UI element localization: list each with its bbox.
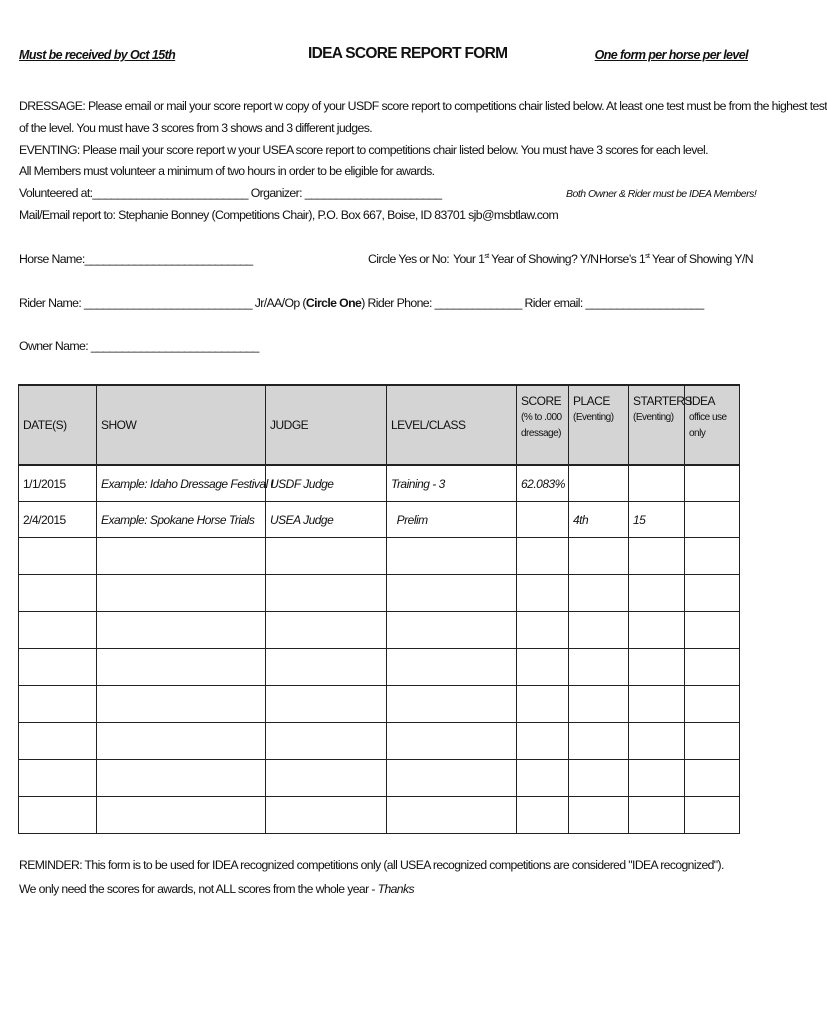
header-starters: STARTERS (Eventing)	[629, 385, 685, 465]
cell-level[interactable]	[387, 575, 517, 612]
table-row	[19, 465, 740, 502]
cell-score[interactable]	[517, 797, 569, 834]
one-form-note: One form per horse per level	[594, 48, 748, 62]
eventing-instructions: EVENTING: Please mail your score report w your USEA score report to competitions chair listed below. You must have 3 scores for each level.	[19, 143, 708, 157]
cell-date[interactable]: 2/4/2015	[19, 502, 97, 538]
table-row	[19, 686, 740, 723]
cell-score[interactable]	[517, 538, 569, 575]
cell-idea[interactable]	[685, 502, 740, 538]
mail-to-address: Mail/Email report to: Stephanie Bonney (Competitions Chair), P.O. Box 667, Boise, ID 83701 sjb@msbtlaw.com	[19, 208, 559, 222]
cell-judge[interactable]	[266, 575, 387, 612]
horse-first-year-question[interactable]: Horse’s 1st Year of Showing Y/N	[599, 252, 753, 266]
dressage-instructions-line1: DRESSAGE: Please email or mail your score report w copy of your USDF score report to competitions chair listed below. At least one test must be from the highest test	[19, 99, 827, 113]
deadline-note: Must be received by Oct 15th	[19, 48, 176, 62]
cell-place[interactable]	[569, 686, 629, 723]
table-header-row	[19, 385, 740, 465]
cell-starters[interactable]	[629, 538, 685, 575]
cell-starters[interactable]: 15	[629, 502, 685, 538]
cell-place[interactable]	[569, 723, 629, 760]
cell-level[interactable]	[387, 760, 517, 797]
table-row	[19, 538, 740, 575]
header-place: PLACE (Eventing)	[569, 385, 629, 465]
cell-show[interactable]	[97, 538, 266, 575]
cell-idea[interactable]	[685, 538, 740, 575]
cell-starters[interactable]	[629, 575, 685, 612]
cell-judge[interactable]	[266, 723, 387, 760]
cell-starters[interactable]	[629, 686, 685, 723]
cell-score[interactable]	[517, 502, 569, 538]
cell-idea[interactable]	[685, 686, 740, 723]
cell-starters[interactable]	[629, 465, 685, 502]
header-judge: JUDGE	[266, 385, 387, 465]
reminder-note: REMINDER: This form is to be used for IDEA recognized competitions only (all USEA recognized competitions are considered "IDEA recognized"). We only need the scores for awards, not ALL scores from the whole year - Thanks	[19, 858, 724, 896]
table-row	[19, 797, 740, 834]
cell-date[interactable]: 1/1/2015	[19, 465, 97, 502]
cell-place[interactable]	[569, 649, 629, 686]
cell-level[interactable]	[387, 723, 517, 760]
volunteer-requirement: All Members must volunteer a minimum of two hours in order to be eligible for awards.	[19, 164, 435, 178]
cell-show[interactable]	[97, 686, 266, 723]
cell-judge[interactable]	[266, 797, 387, 834]
cell-judge[interactable]	[266, 649, 387, 686]
cell-level[interactable]	[387, 538, 517, 575]
cell-score[interactable]	[517, 760, 569, 797]
cell-judge[interactable]	[266, 686, 387, 723]
cell-idea[interactable]	[685, 465, 740, 502]
cell-starters[interactable]	[629, 723, 685, 760]
cell-score[interactable]: 62.083%	[517, 465, 569, 502]
cell-level[interactable]: Prelim	[387, 502, 517, 538]
cell-idea[interactable]	[685, 649, 740, 686]
rider-info-line[interactable]: Rider Name: ___________________________ Jr/AA/Op (Circle One) Rider Phone: ______________ Rider email: ___________________	[19, 296, 704, 310]
cell-show[interactable]	[97, 797, 266, 834]
cell-show[interactable]	[97, 723, 266, 760]
cell-place[interactable]: 4th	[569, 502, 629, 538]
cell-score[interactable]	[517, 723, 569, 760]
table-row	[19, 760, 740, 797]
cell-level[interactable]	[387, 612, 517, 649]
dressage-instructions-line2: of the level. You must have 3 scores from 3 shows and 3 different judges.	[19, 121, 373, 135]
cell-level[interactable]: Training - 3	[387, 465, 517, 502]
table-row	[19, 649, 740, 686]
cell-date[interactable]	[19, 686, 97, 723]
cell-place[interactable]	[569, 575, 629, 612]
owner-name-field[interactable]: Owner Name: ___________________________	[19, 339, 259, 353]
cell-idea[interactable]	[685, 612, 740, 649]
cell-date[interactable]	[19, 797, 97, 834]
cell-show[interactable]	[97, 649, 266, 686]
cell-date[interactable]	[19, 723, 97, 760]
cell-score[interactable]	[517, 575, 569, 612]
rider-first-year-question[interactable]: Your 1st Year of Showing? Y/N	[453, 252, 599, 266]
horse-name-field[interactable]: Horse Name:___________________________	[19, 252, 253, 266]
cell-idea[interactable]	[685, 797, 740, 834]
table-row	[19, 612, 740, 649]
membership-note: Both Owner & Rider must be IDEA Members!	[566, 188, 757, 200]
cell-show[interactable]	[97, 760, 266, 797]
cell-level[interactable]	[387, 797, 517, 834]
cell-show[interactable]	[97, 612, 266, 649]
cell-level[interactable]	[387, 686, 517, 723]
cell-idea[interactable]	[685, 723, 740, 760]
cell-judge[interactable]: USDF Judge	[266, 465, 387, 502]
volunteered-at-field[interactable]: Volunteered at:_________________________ Organizer: ______________________	[19, 186, 442, 200]
cell-judge[interactable]	[266, 612, 387, 649]
cell-place[interactable]	[569, 797, 629, 834]
cell-date[interactable]	[19, 612, 97, 649]
cell-place[interactable]	[569, 465, 629, 502]
cell-date[interactable]	[19, 575, 97, 612]
cell-starters[interactable]	[629, 649, 685, 686]
cell-date[interactable]	[19, 649, 97, 686]
form-title: IDEA SCORE REPORT FORM	[308, 45, 508, 62]
circle-prompt: Circle Yes or No:	[368, 252, 450, 266]
header-idea: IDEA office use only	[685, 385, 740, 465]
cell-judge[interactable]: USEA Judge	[266, 502, 387, 538]
cell-show[interactable]: Example: Spokane Horse Trials	[97, 502, 266, 538]
cell-score[interactable]	[517, 686, 569, 723]
cell-judge[interactable]	[266, 538, 387, 575]
cell-show[interactable]	[97, 575, 266, 612]
cell-score[interactable]	[517, 612, 569, 649]
cell-place[interactable]	[569, 612, 629, 649]
cell-idea[interactable]	[685, 760, 740, 797]
cell-show[interactable]: Example: Idaho Dressage Festival I	[97, 465, 266, 502]
cell-place[interactable]	[569, 538, 629, 575]
table-row	[19, 502, 740, 538]
header-show: SHOW	[97, 385, 266, 465]
header-date: DATE(S)	[19, 385, 97, 465]
cell-starters[interactable]	[629, 760, 685, 797]
cell-starters[interactable]	[629, 797, 685, 834]
cell-place[interactable]	[569, 760, 629, 797]
table-row	[19, 723, 740, 760]
score-table	[18, 384, 740, 834]
cell-judge[interactable]	[266, 760, 387, 797]
header-level: LEVEL/CLASS	[387, 385, 517, 465]
header-score: SCORE (% to .000 dressage)	[517, 385, 569, 465]
cell-starters[interactable]	[629, 612, 685, 649]
table-row	[19, 575, 740, 612]
cell-level[interactable]	[387, 649, 517, 686]
cell-score[interactable]	[517, 649, 569, 686]
cell-idea[interactable]	[685, 575, 740, 612]
cell-date[interactable]	[19, 760, 97, 797]
cell-date[interactable]	[19, 538, 97, 575]
